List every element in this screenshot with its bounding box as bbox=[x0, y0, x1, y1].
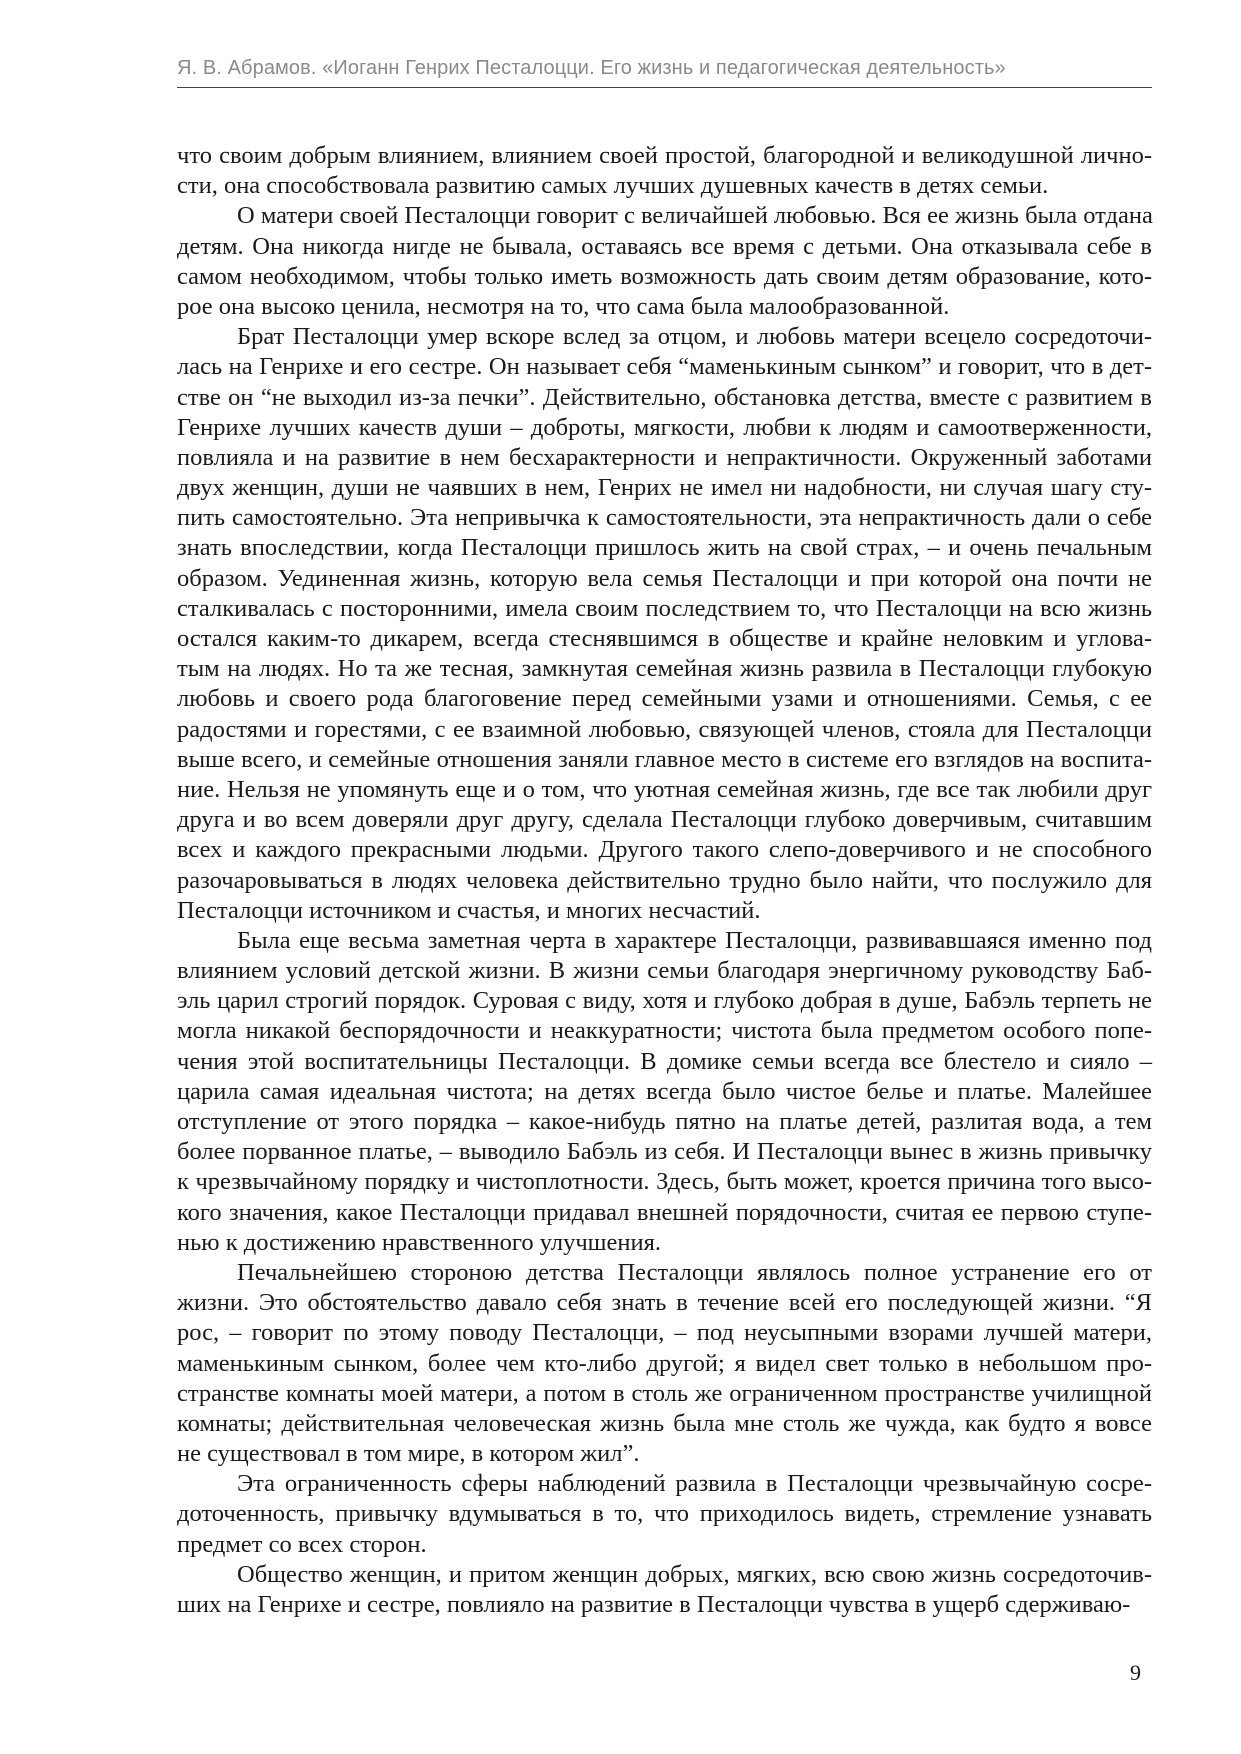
text-line: странстве комнаты моей матери, а потом в столь же ограниченном пространстве училищной bbox=[177, 1379, 1152, 1407]
text-line: к чрезвычайному порядку и чистоплотности. Здесь, быть может, кроется причина того высо- bbox=[177, 1168, 1152, 1196]
text-line: жизни. Это обстоятельство давало себя знать в течение всей его последующей жизни. “Я bbox=[177, 1289, 1152, 1317]
text-line: не существовал в том мире, в котором жил”. bbox=[177, 1440, 640, 1468]
text-line: комнаты; действительная человеческая жизнь была мне столь же чужда, как будто я вовсе bbox=[177, 1409, 1152, 1437]
text-line: доточенность, привычку вдумываться в то, что приходилось видеть, стремление узнавать bbox=[177, 1500, 1152, 1528]
text-line: детям. Она никогда нигде не бывала, оставаясь все время с детьми. Она отказывала себе в bbox=[177, 232, 1152, 260]
text-line: лась на Генрихе и его сестре. Он называет себя “маменькиным сынком” и говорит, что в дет- bbox=[177, 353, 1152, 381]
text-line: разочаровываться в людях человека действительно трудно было найти, что послужило для bbox=[177, 866, 1152, 894]
text-line: Брат Песталоцци умер вскоре вслед за отцом, и любовь матери всецело сосредоточи- bbox=[237, 323, 1152, 351]
text-line: рое она высоко ценила, несмотря на то, что сама была малообразованной. bbox=[177, 292, 950, 320]
paragraph bbox=[177, 141, 1152, 201]
text-line: выше всего, и семейные отношения заняли главное место в системе его взглядов на воспита- bbox=[177, 745, 1152, 773]
paragraph bbox=[177, 322, 1152, 926]
text-line: влиянием условий детской жизни. В жизни семьи благодаря энергичному руководству Баб- bbox=[177, 957, 1152, 985]
text-line: знать впоследствии, когда Песталоцци пришлось жить на свой страх, – и очень печальным bbox=[177, 534, 1152, 562]
text-line: эль царил строгий порядок. Суровая с виду, хотя и глубоко добрая в душе, Бабэль терпеть не bbox=[177, 987, 1152, 1015]
paragraph bbox=[177, 1560, 1152, 1620]
body-text bbox=[177, 141, 1152, 1620]
text-line: кого значения, какое Песталоцци придавал внешней порядочности, считая ее первою ступе- bbox=[177, 1198, 1152, 1226]
text-line: тым на людях. Но та же тесная, замкнутая семейная жизнь развила в Песталоцци глубокую bbox=[177, 655, 1152, 683]
text-line: рос, – говорит по этому поводу Песталоцци, – под неусыпными взорами лучшей матери, bbox=[177, 1319, 1152, 1347]
text-line: повлияла и на развитие в нем бесхарактерности и непрактичности. Окруженный заботами bbox=[177, 443, 1152, 471]
running-header: Я. В. Абрамов. «Иоганн Генрих Песталоцци. Его жизнь и педагогическая деятельность» bbox=[177, 57, 1006, 79]
text-line: двух женщин, души не чаявших в нем, Генрих не имел ни надобности, ни случая шагу сту- bbox=[177, 474, 1152, 502]
text-line: ние. Нельзя не упомянуть еще и о том, что уютная семейная жизнь, где все так любили друг bbox=[177, 775, 1152, 803]
text-line: ших на Генрихе и сестре, повлияло на развитие в Песталоцци чувства в ущерб сдерживаю- bbox=[177, 1591, 1131, 1618]
text-line: отступление от этого порядка – какое-нибудь пятно на платье детей, разлитая вода, а тем bbox=[177, 1108, 1152, 1135]
text-line: предмет со всех сторон. bbox=[177, 1530, 427, 1558]
text-line: Была еще весьма заметная черта в характере Песталоцци, развивавшаяся именно под bbox=[237, 926, 1152, 954]
text-line: О матери своей Песталоцци говорит с величайшей любовью. Вся ее жизнь была отдана bbox=[237, 202, 1153, 230]
text-line: сти, она способствовала развитию самых лучших душевных качеств в детях семьи. bbox=[177, 172, 1049, 200]
paragraph bbox=[177, 1469, 1152, 1560]
text-line: нью к достижению нравственного улучшения. bbox=[177, 1228, 662, 1256]
text-line: сталкивалась с посторонними, имела своим последствием то, что Песталоцци на всю жизнь bbox=[177, 594, 1152, 622]
paragraph bbox=[177, 1258, 1152, 1469]
text-line: радостями и горестями, с ее взаимной любовью, связующей членов, стояла для Песталоцци bbox=[177, 715, 1152, 743]
text-line: Генрихе лучших качеств души – доброты, мягкости, любви к людям и самоотверженности, bbox=[177, 413, 1152, 441]
text-line: царила самая идеальная чистота; на детях всегда было чистое белье и платье. Малейшее bbox=[177, 1077, 1152, 1105]
text-line: образом. Уединенная жизнь, которую вела семья Песталоцци и при которой она почти не bbox=[177, 564, 1152, 592]
text-line: Общество женщин, и притом женщин добрых, мягких, всю свою жизнь сосредоточив- bbox=[237, 1560, 1152, 1588]
text-line: Печальнейшею стороною детства Песталоцци являлось полное устранение его от bbox=[237, 1258, 1152, 1286]
text-line: всех и каждого прекрасными людьми. Другого такого слепо-доверчивого и не способного bbox=[177, 836, 1152, 864]
text-line: маменькиным сынком, более чем кто-либо другой; я видел свет только в небольшом про- bbox=[177, 1349, 1152, 1377]
text-line: Песталоцци источником и счастья, и многих несчастий. bbox=[177, 896, 761, 924]
text-line: остался каким-то дикарем, всегда стеснявшимся в обществе и крайне неловким и углова- bbox=[177, 625, 1152, 652]
text-line: стве он “не выходил из-за печки”. Действительно, обстановка детства, вместе с развитием в bbox=[177, 383, 1152, 411]
text-line: друга и во всем доверяли друг другу, сделала Песталоцци глубоко доверчивым, считавшим bbox=[177, 806, 1152, 834]
text-line: пить самостоятельно. Эта непривычка к самостоятельности, эта непрактичность дали о себе bbox=[177, 504, 1152, 532]
text-line: могла никакой беспорядочности и неаккуратности; чистота была предметом особого попе- bbox=[177, 1017, 1152, 1045]
text-line: более порванное платье, – выводило Бабэль из себя. И Песталоцци вынес в жизнь привычку bbox=[177, 1138, 1152, 1166]
paragraph bbox=[177, 926, 1152, 1258]
text-line: Эта ограниченность сферы наблюдений развила в Песталоцци чрезвычайную сосре- bbox=[237, 1470, 1152, 1498]
text-line: чения этой воспитательницы Песталоцци. В домике семьи всегда все блестело и сияло – bbox=[177, 1047, 1152, 1075]
text-line: самом необходимом, чтобы только иметь возможность дать своим детям образование, кото- bbox=[177, 262, 1152, 290]
paragraph bbox=[177, 201, 1152, 322]
header-divider bbox=[177, 87, 1152, 88]
text-line: что своим добрым влиянием, влиянием своей простой, благородной и великодушной лично- bbox=[177, 142, 1152, 169]
page-number: 9 bbox=[1130, 1660, 1141, 1685]
text-line: любовь и своего рода благоговение перед семейными узами и отношениями. Семья, с ее bbox=[177, 685, 1152, 713]
